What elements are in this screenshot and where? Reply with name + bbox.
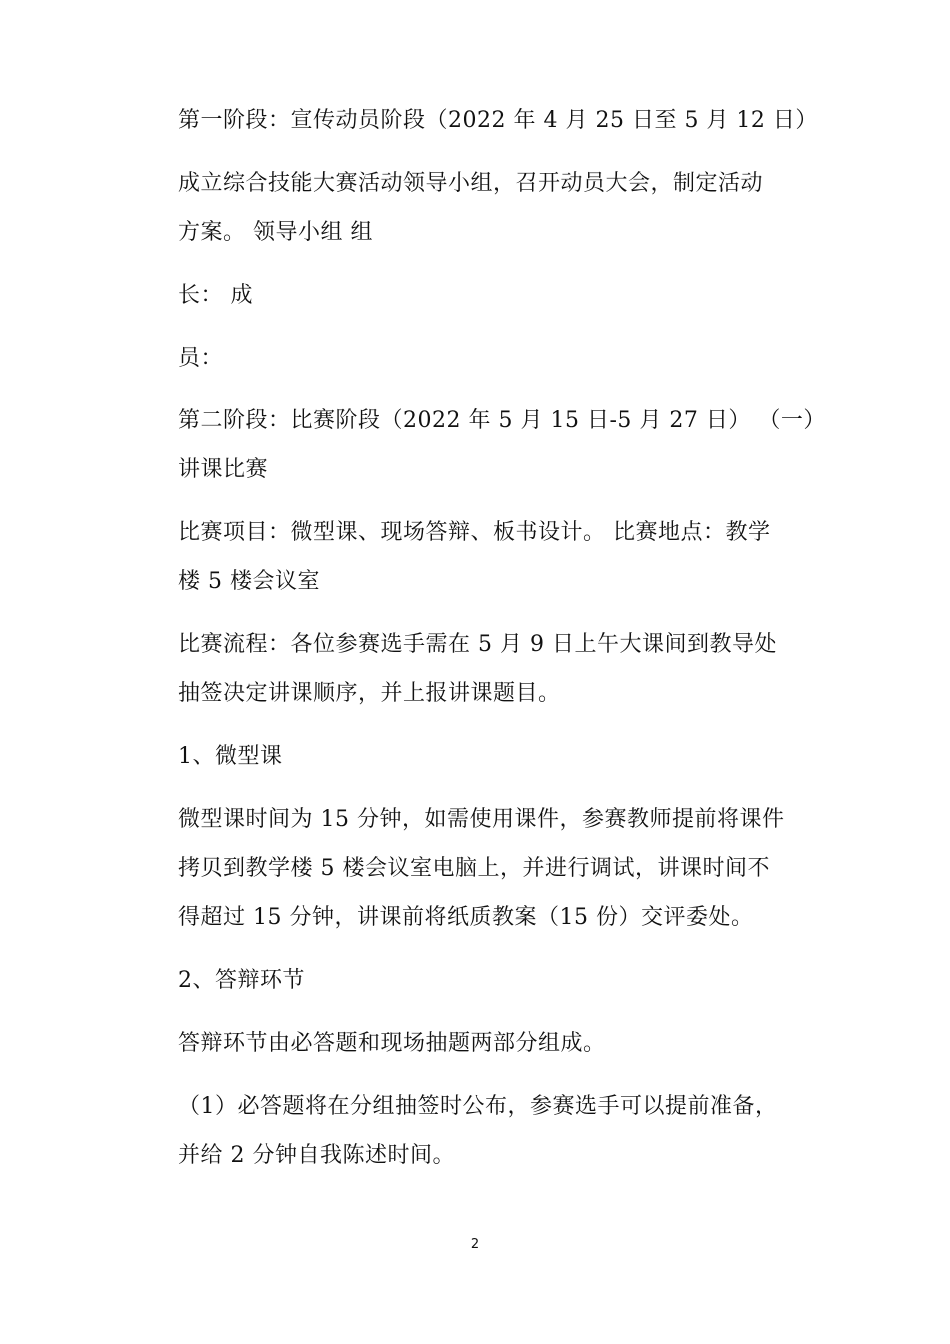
paragraph-line: （1）必答题将在分组抽签时公布，参赛选手可以提前准备， <box>178 1094 778 1119</box>
paragraph-line: 得超过 15 分钟，讲课前将纸质教案（15 份）交评委处。 <box>178 905 754 930</box>
paragraph-line: 长： 成 <box>178 283 253 308</box>
paragraph-line: 比赛流程：各位参赛选手需在 5 月 9 日上午大课间到教导处 <box>178 632 777 657</box>
section-heading: 1、微型课 <box>178 744 283 769</box>
page-number: 2 <box>470 1237 480 1252</box>
paragraph-line: 答辩环节由必答题和现场抽题两部分组成。 <box>178 1031 606 1056</box>
paragraph-line: 微型课时间为 15 分钟，如需使用课件，参赛教师提前将课件 <box>178 807 785 832</box>
paragraph-line: 拷贝到教学楼 5 楼会议室电脑上，并进行调试，讲课时间不 <box>178 856 770 881</box>
paragraph-line: 并给 2 分钟自我陈述时间。 <box>178 1143 455 1168</box>
paragraph-line: 方案。 领导小组 组 <box>178 220 373 245</box>
paragraph-line: 讲课比赛 <box>178 457 269 482</box>
paragraph-line: 员： <box>178 346 224 371</box>
stage-one-heading: 第一阶段：宣传动员阶段（2022 年 4 月 25 日至 5 月 12 日） <box>178 108 818 133</box>
stage-two-heading: 第二阶段：比赛阶段（2022 年 5 月 15 日-5 月 27 日） （一） <box>178 408 826 433</box>
section-heading: 2、答辩环节 <box>178 968 305 993</box>
paragraph-line: 楼 5 楼会议室 <box>178 569 320 594</box>
paragraph-line: 比赛项目：微型课、现场答辩、板书设计。 比赛地点：教学 <box>178 520 771 545</box>
paragraph-line: 成立综合技能大赛活动领导小组，召开动员大会，制定活动 <box>178 171 764 196</box>
paragraph-line: 抽签决定讲课顺序，并上报讲课题目。 <box>178 681 561 706</box>
